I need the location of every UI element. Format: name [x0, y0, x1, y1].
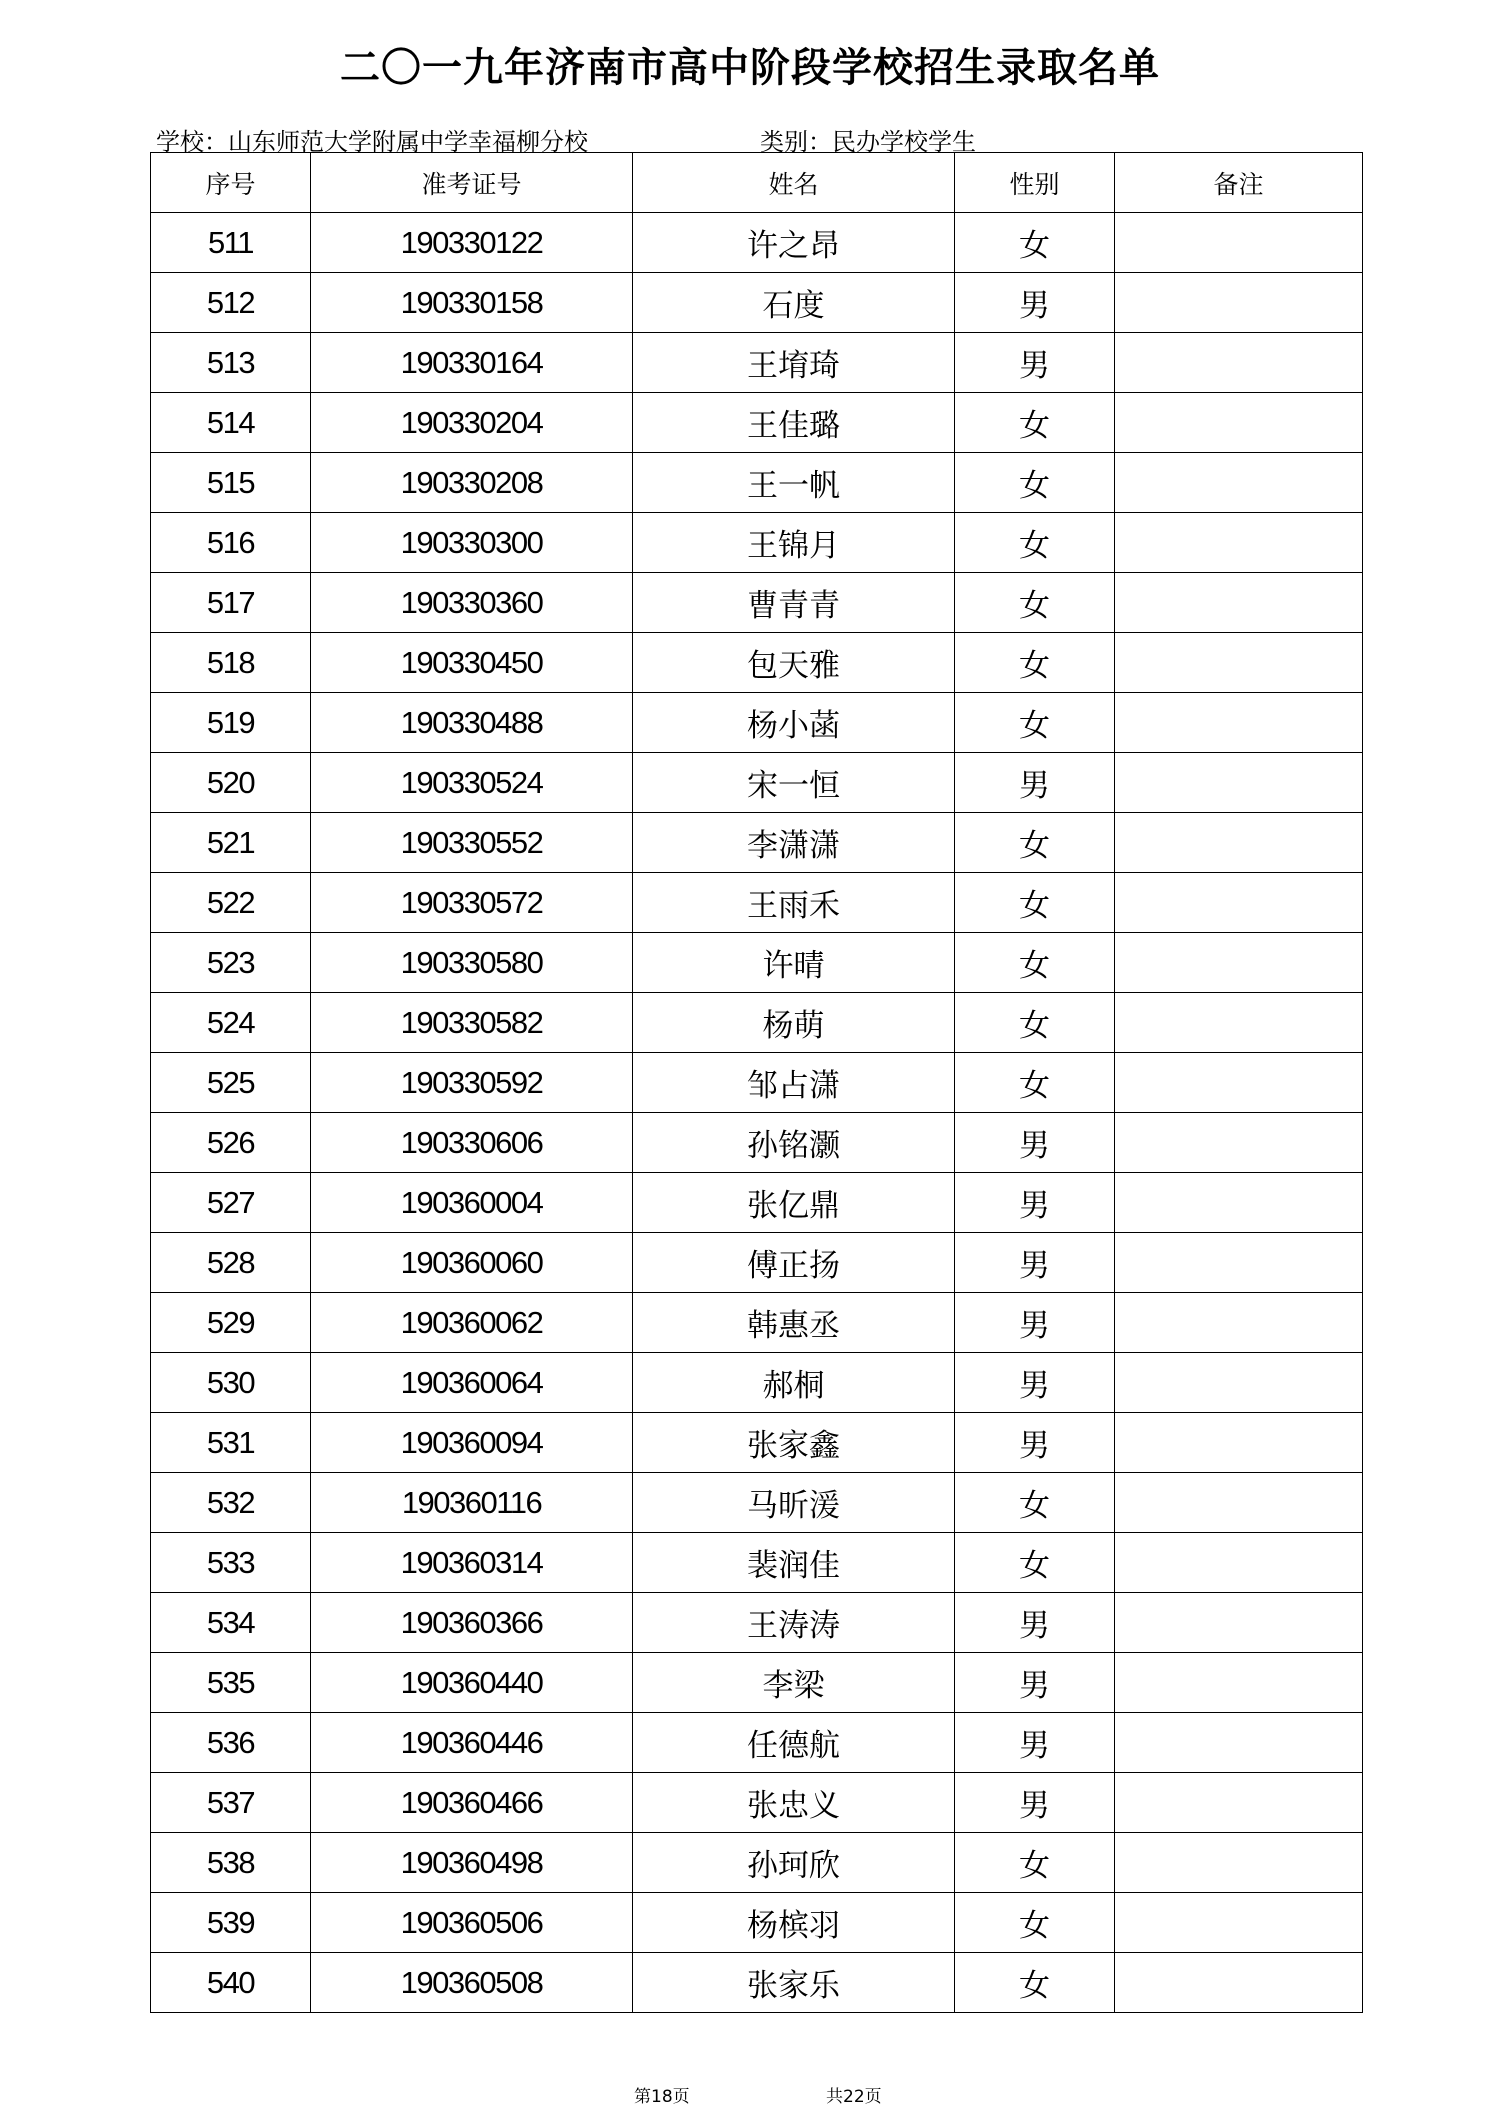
table-row [151, 693, 1363, 753]
cell-note [1115, 1113, 1363, 1173]
cell-exam-id: 190360116 [311, 1473, 633, 1533]
cell-seq: 526 [151, 1113, 311, 1173]
cell-exam-id: 190330450 [311, 633, 633, 693]
cell-note [1115, 933, 1363, 993]
cell-gender: 女 [955, 1893, 1115, 1953]
cell-seq: 522 [151, 873, 311, 933]
cell-name: 王佳璐 [633, 393, 955, 453]
cell-seq: 536 [151, 1713, 311, 1773]
cell-exam-id: 190330580 [311, 933, 633, 993]
cell-name: 杨槟羽 [633, 1893, 955, 1953]
cell-seq: 534 [151, 1593, 311, 1653]
cell-seq: 528 [151, 1233, 311, 1293]
cell-exam-id: 190360440 [311, 1653, 633, 1713]
cell-name: 王涛涛 [633, 1593, 955, 1653]
table-row [151, 1353, 1363, 1413]
cell-name: 王堉琦 [633, 333, 955, 393]
cell-seq: 530 [151, 1353, 311, 1413]
cell-note [1115, 873, 1363, 933]
cell-name: 马昕湲 [633, 1473, 955, 1533]
table-row [151, 753, 1363, 813]
cell-exam-id: 190330606 [311, 1113, 633, 1173]
table-row [151, 933, 1363, 993]
admission-table [150, 152, 1363, 2013]
cell-name: 宋一恒 [633, 753, 955, 813]
table-row [151, 1713, 1363, 1773]
cell-name: 许之昂 [633, 213, 955, 273]
category-label: 类别：民办学校学生 [760, 128, 976, 156]
cell-note [1115, 213, 1363, 273]
cell-name: 杨萌 [633, 993, 955, 1053]
cell-seq: 527 [151, 1173, 311, 1233]
cell-note [1115, 1953, 1363, 2013]
cell-gender: 女 [955, 633, 1115, 693]
cell-note [1115, 1353, 1363, 1413]
cell-gender: 男 [955, 333, 1115, 393]
cell-seq: 516 [151, 513, 311, 573]
column-header-note: 备注 [1115, 153, 1363, 213]
cell-note [1115, 1653, 1363, 1713]
cell-gender: 女 [955, 1953, 1115, 2013]
cell-exam-id: 190330164 [311, 333, 633, 393]
cell-exam-id: 190360508 [311, 1953, 633, 2013]
cell-gender: 女 [955, 1833, 1115, 1893]
cell-seq: 539 [151, 1893, 311, 1953]
cell-name: 曹青青 [633, 573, 955, 633]
cell-gender: 女 [955, 933, 1115, 993]
cell-seq: 521 [151, 813, 311, 873]
cell-seq: 525 [151, 1053, 311, 1113]
cell-name: 郝桐 [633, 1353, 955, 1413]
cell-seq: 520 [151, 753, 311, 813]
cell-gender: 男 [955, 1413, 1115, 1473]
cell-seq: 524 [151, 993, 311, 1053]
table-row [151, 993, 1363, 1053]
cell-exam-id: 190330158 [311, 273, 633, 333]
cell-name: 邹占潇 [633, 1053, 955, 1113]
table-row [151, 633, 1363, 693]
cell-note [1115, 1593, 1363, 1653]
cell-note [1115, 753, 1363, 813]
table-row [151, 1053, 1363, 1113]
cell-seq: 515 [151, 453, 311, 513]
cell-exam-id: 190330300 [311, 513, 633, 573]
cell-note [1115, 813, 1363, 873]
cell-seq: 531 [151, 1413, 311, 1473]
cell-seq: 513 [151, 333, 311, 393]
cell-gender: 男 [955, 1653, 1115, 1713]
table-row [151, 1773, 1363, 1833]
cell-exam-id: 190360498 [311, 1833, 633, 1893]
cell-seq: 518 [151, 633, 311, 693]
table-row [151, 1113, 1363, 1173]
table-row [151, 1653, 1363, 1713]
table-row [151, 1953, 1363, 2013]
cell-exam-id: 190360446 [311, 1713, 633, 1773]
column-header-gender: 性别 [955, 153, 1115, 213]
table-row [151, 453, 1363, 513]
table-row [151, 393, 1363, 453]
table-row [151, 873, 1363, 933]
column-header-name: 姓名 [633, 153, 955, 213]
cell-gender: 女 [955, 573, 1115, 633]
cell-gender: 男 [955, 1113, 1115, 1173]
cell-exam-id: 190330524 [311, 753, 633, 813]
cell-seq: 538 [151, 1833, 311, 1893]
cell-exam-id: 190360466 [311, 1773, 633, 1833]
table-row [151, 573, 1363, 633]
page-total: 共22页 [826, 2087, 882, 2107]
cell-gender: 女 [955, 393, 1115, 453]
cell-note [1115, 453, 1363, 513]
cell-name: 韩惠丞 [633, 1293, 955, 1353]
cell-exam-id: 190330122 [311, 213, 633, 273]
table-header-row [151, 153, 1363, 213]
cell-name: 王雨禾 [633, 873, 955, 933]
cell-note [1115, 1173, 1363, 1233]
cell-gender: 男 [955, 1233, 1115, 1293]
cell-name: 石度 [633, 273, 955, 333]
cell-name: 王一帆 [633, 453, 955, 513]
cell-exam-id: 190360314 [311, 1533, 633, 1593]
cell-seq: 523 [151, 933, 311, 993]
table-row [151, 813, 1363, 873]
cell-gender: 女 [955, 453, 1115, 513]
cell-gender: 男 [955, 1293, 1115, 1353]
cell-exam-id: 190360062 [311, 1293, 633, 1353]
cell-exam-id: 190330360 [311, 573, 633, 633]
cell-gender: 女 [955, 1533, 1115, 1593]
cell-note [1115, 1773, 1363, 1833]
cell-exam-id: 190360094 [311, 1413, 633, 1473]
cell-gender: 女 [955, 813, 1115, 873]
cell-exam-id: 190360506 [311, 1893, 633, 1953]
table-row [151, 1473, 1363, 1533]
cell-gender: 男 [955, 273, 1115, 333]
cell-exam-id: 190330592 [311, 1053, 633, 1113]
cell-gender: 女 [955, 513, 1115, 573]
cell-gender: 女 [955, 693, 1115, 753]
cell-note [1115, 1473, 1363, 1533]
cell-gender: 女 [955, 873, 1115, 933]
cell-gender: 女 [955, 1053, 1115, 1113]
cell-seq: 529 [151, 1293, 311, 1353]
cell-gender: 女 [955, 993, 1115, 1053]
column-header-seq: 序号 [151, 153, 311, 213]
cell-note [1115, 1833, 1363, 1893]
cell-note [1115, 1233, 1363, 1293]
page-number: 第18页 [634, 2087, 690, 2107]
cell-note [1115, 633, 1363, 693]
cell-seq: 514 [151, 393, 311, 453]
cell-exam-id: 190360366 [311, 1593, 633, 1653]
cell-note [1115, 1713, 1363, 1773]
table-row [151, 513, 1363, 573]
cell-gender: 男 [955, 1593, 1115, 1653]
cell-name: 张亿鼎 [633, 1173, 955, 1233]
cell-note [1115, 693, 1363, 753]
cell-note [1115, 993, 1363, 1053]
cell-name: 裴润佳 [633, 1533, 955, 1593]
table-row [151, 1533, 1363, 1593]
cell-note [1115, 393, 1363, 453]
cell-note [1115, 1893, 1363, 1953]
cell-note [1115, 273, 1363, 333]
table-body [151, 213, 1363, 2013]
cell-note [1115, 1413, 1363, 1473]
cell-gender: 男 [955, 1773, 1115, 1833]
cell-note [1115, 513, 1363, 573]
cell-note [1115, 1053, 1363, 1113]
cell-exam-id: 190330208 [311, 453, 633, 513]
cell-name: 李潇潇 [633, 813, 955, 873]
school-label: 学校：山东师范大学附属中学幸福柳分校 [156, 128, 588, 156]
cell-gender: 女 [955, 213, 1115, 273]
cell-seq: 512 [151, 273, 311, 333]
table-row [151, 333, 1363, 393]
cell-seq: 535 [151, 1653, 311, 1713]
cell-name: 李梁 [633, 1653, 955, 1713]
cell-name: 孙铭灏 [633, 1113, 955, 1173]
cell-seq: 511 [151, 213, 311, 273]
cell-name: 张家鑫 [633, 1413, 955, 1473]
table-row [151, 273, 1363, 333]
table-row [151, 1593, 1363, 1653]
cell-seq: 540 [151, 1953, 311, 2013]
cell-gender: 女 [955, 1473, 1115, 1533]
cell-name: 张忠义 [633, 1773, 955, 1833]
cell-exam-id: 190330488 [311, 693, 633, 753]
cell-seq: 533 [151, 1533, 311, 1593]
cell-exam-id: 190360004 [311, 1173, 633, 1233]
cell-gender: 男 [955, 1713, 1115, 1773]
cell-exam-id: 190330582 [311, 993, 633, 1053]
cell-name: 杨小菡 [633, 693, 955, 753]
cell-gender: 男 [955, 753, 1115, 813]
cell-name: 张家乐 [633, 1953, 955, 2013]
cell-name: 王锦月 [633, 513, 955, 573]
table-row [151, 213, 1363, 273]
table-row [151, 1233, 1363, 1293]
cell-note [1115, 1293, 1363, 1353]
table-row [151, 1893, 1363, 1953]
cell-note [1115, 333, 1363, 393]
table-row [151, 1413, 1363, 1473]
table-row [151, 1833, 1363, 1893]
cell-name: 孙珂欣 [633, 1833, 955, 1893]
cell-exam-id: 190330572 [311, 873, 633, 933]
cell-seq: 517 [151, 573, 311, 633]
cell-note [1115, 1533, 1363, 1593]
cell-seq: 537 [151, 1773, 311, 1833]
column-header-exam-id: 准考证号 [311, 153, 633, 213]
cell-note [1115, 573, 1363, 633]
table-row [151, 1173, 1363, 1233]
cell-exam-id: 190330552 [311, 813, 633, 873]
cell-name: 傅正扬 [633, 1233, 955, 1293]
page-title: 二〇一九年济南市高中阶段学校招生录取名单 [340, 45, 1160, 91]
cell-name: 包天雅 [633, 633, 955, 693]
cell-exam-id: 190360064 [311, 1353, 633, 1413]
cell-gender: 男 [955, 1173, 1115, 1233]
table-row [151, 1293, 1363, 1353]
cell-seq: 532 [151, 1473, 311, 1533]
cell-seq: 519 [151, 693, 311, 753]
cell-gender: 男 [955, 1353, 1115, 1413]
cell-name: 任德航 [633, 1713, 955, 1773]
cell-exam-id: 190330204 [311, 393, 633, 453]
cell-exam-id: 190360060 [311, 1233, 633, 1293]
cell-name: 许晴 [633, 933, 955, 993]
